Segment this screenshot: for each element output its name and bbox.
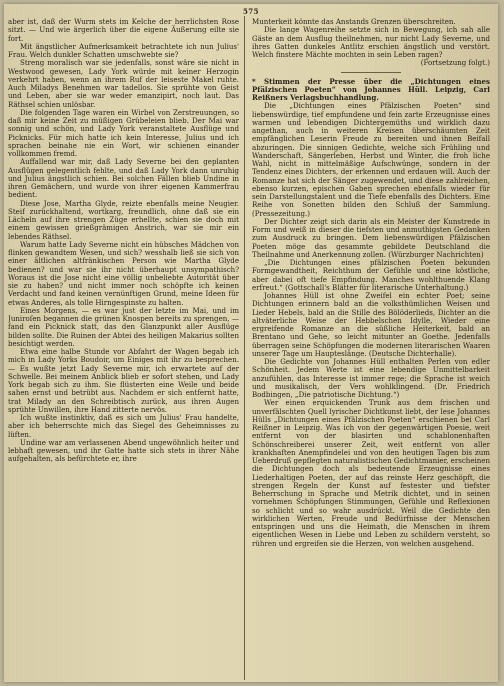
continuation-note: (Fortsetzung folgt.) (420, 58, 490, 68)
story-paragraph: Die folgenden Tage waren ein Wirbel von Zerstreuungen, so daß mir keine Zeit zu müßigen Grübeleien blieb. Der Mai war sonnig und schön, und Lady York veranstaltete Ausflüge und Picknicks. Für mich hatte ich kein Interesse, Julius und ich sprachen beinahe nie ein Wort, wir schienen einander vollkommen fremd. (8, 107, 239, 158)
review-heading (252, 78, 490, 103)
story-paragraph: Etwa eine halbe Stunde vor Abfahrt der Wagen begab ich mich in Lady Yorks Boudoir, um Einiges mit ihr zu besprechen. — Es wußte jetzt Lady Severne mir, ich erwartete auf der Schwelle. Bei meinem Anblick blieb er sofort stehen, und Lady York begab sich zu ihm. Sie flüsterten eine Weile und beide sahen ernst und betrübt aus. Nachdem er sich entfernt hatte, trat Milady an den Schreibtisch zurück, aus ihren Augen sprühte Unwillen, ihre Hand zitterte nervös. (8, 347, 239, 414)
review-paragraph: „Die Dichtungen eines pfälzischen Poeten bekunden Formgewandtheit, Reichthum der Gefühle und eine köstliche, aber dabei oft tiefe Empfindung. Manches wohlthuende Klang erfreut.“ (Gottschall's Blätter für literarische Unterhaltung.) (252, 258, 490, 292)
review-publisher: Leipzig, Carl Reißners Verlagsbuchhandlung. (252, 84, 490, 102)
story-paragraph: aber ist, daß der Wurm stets im Kelche der herrlichsten Rose sitzt. — Und wie ärgerlich über die eigene Äußerung eilte sie fort. (8, 18, 239, 43)
story-paragraph: Streng moralisch war sie jedenfalls, sonst wäre sie nicht in Westwood gewesen, Lady York würde mit keiner Herzogin verkehrt haben, wenn an ihrem Ruf der leiseste Makel ruhte. Auch Miladys Benehmen war tadellos. Sie sprühte von Geist und Leben, aber sie war weder emanzipirt, noch laut. Das Räthsel schien unlösbar. (8, 58, 239, 109)
review-paragraph: Die „Dichtungen eines Pfälzischen Poeten“ sind liebenswürdige, tief empfundene und fein zarte Erzeugnisse eines warmen und lebendigen Dichtergemüths und wirklich dazu angethan, auch in weiteren Kreisen überschäumten Zeit empfänglichen Leserin Freude zu bereiten und ihnen Beifall abzuringen. Die sinnigen Gedichte, welche sich Frühling und Wanderschaft, Sängerleben, Herbst und Winter, die froh liche Wahl, nicht in mittelmäßige Aufschwünge, sondern in der Tendenz eines Dichters, der erkennen und erdauen will. Auch der Romanze hat sich der Sänger zugewendet, und diese zahlreichen, ebenso kurzen, epischen Gaben sprechen ebenfalls wieder für sein Darstellungstalent und die Tiefe ebenfalls des Dichters. Eine Reihe von Sonetten bilden den Schluß der Sammlung. (Pressezeitung.) (252, 101, 490, 218)
story-paragraph: Mit ängstlicher Aufmerksamkeit betrachtete ich nun Julius' Frau. Welch dunkler Schatten umschwebte sie? (8, 41, 239, 59)
section-divider (341, 72, 401, 73)
page-number: 575 (242, 7, 260, 16)
story-paragraph: Diese Jose, Martha Glyde, reizte ebenfalls meine Neugier. Steif zurückhaltend, wortkarg, freundlich, ohne daß sie ein Lächeln auf ihre strengen Züge erhellte, schien sie doch mit einem gewissen grießgrämigen Anstrich, war sie mir ein lebendes Räthsel. (8, 198, 239, 241)
review-title: * Stimmen der Presse über die „Dichtungen eines Pfälzischen Poeten“ von Johannes Hüll. (252, 76, 490, 94)
story-paragraph: Eines Morgens, — es war just der letzte im Mai, und im Juniroſen begannen die grünen Knospen bereits zu sprengen, — fand ein Picknick statt, das den Glanzpunkt aller Ausflüge bilden sollte. Die Ruinen der Abtei des heiligen Makarius sollten besichtigt werden. (8, 305, 239, 348)
newspaper-page (4, 4, 498, 682)
review-paragraph: Die Gedichte von Johannes Hüll enthalten Perlen von edler Schönheit. Jedem Werte ist eine lebendige Unmittelbarkeit anzufühlen, das Interesse ist immer rege; die Sprache ist weich und musikalisch, der Vers wohlklingend. (Dr. Friedrich Bodbingen, „Die patriotische Dichtung.“) (252, 357, 490, 399)
left-column (8, 18, 239, 680)
column-divider (244, 16, 245, 680)
review-paragraph: Wer einen erquickenden Trunk aus dem frischen und unverfälschten Quell lyrischer Dichtkunst liebt, der lese Johannes Hülls „Dichtungen eines Pfälzischen Poeten“ erschienen bei Carl Reißner in Leipzig. Was ich von der gegenwärtigen Poesie, weit entfernt von der blasirten und schablonenhaften Schönschreiberei unserer Zeit, weit entfernt von aller krankhaften Anempfindelei und von den heutigen Tagen bis zum Ueberdruß gepflegten naturalistischen Gedichtmanier, erscheinen die Dichtungen doch als bedeutende Erzeugnisse eines Liederhaltigen Poeten, der auf das reinste Herz geschöpft, die strengen Regeln der Kunst auf festester und tiefster Beherrschung in Sprache und Metrik dichtet, und in seinen vornehmen Schöpfungen Stimmungen, Gefühle und Reflexionen so schlicht und so wahr ausdrückt. Weil die Gedichte den wirklichen Werten, Freude und Bedürfnisse der Menschen entspringen und uns die Heimath, die Menschen in ihrem eigentlichen Wesen in Liebe und Leben zu schildern versteht, so rühren und ergreifen sie die Herzen, von welchen ausgehend. (252, 398, 490, 548)
review-paragraph: Der Dichter zeigt sich darin als ein Meister der Kunstrede in Form und weiß in dieser die tiefsten und anmuthigsten Gedanken zum Ausdruck zu bringen. Dem liebenswürdigen Pfälzischen Poeten möge das gesammte gebildete Deutschland die Theilnahme und Anerkennung zollen. (Würzburger Nachrichten) (252, 216, 490, 259)
story-paragraph: Auffallend war mir, daß Lady Severne bei den geplanten Ausflügen gelegentlich fehlte, und daß Lady York dann unruhig und Julius ängstlich schien. Bei solchen Fällen blieb Undine in ihren Gemächern, und wurde von ihrer eigenen Kammerfrau bedient. (8, 157, 239, 200)
story-paragraph: Ich wußte instinktiv, daß es sich um Julius' Frau handelte, aber ich beherrschte mich das Siegel des Geheimnisses zu lüften. (8, 413, 239, 439)
story-paragraph: Warum hatte Lady Severne nicht ein hübsches Mädchen von flinken gewandtem Wesen, und sich? wesshalb ließ sie sich von einer ältlichen altfränkischen Person wie Martha Glyde bedienen? und war sie ihr nicht überhaupt unsympathisch? Woraus ist die Jose nicht eine völlig unbeliebte Autorität über sie zu haben? und nicht immer noch schöpfte ich keinen Verdacht und fand keinen vernünftigen Grund, meine Ideen für etwas Anderes, als tolle Hirngespinste zu halten. (8, 239, 239, 307)
right-column (252, 18, 490, 680)
story-paragraph: Die lange Wagenreihe setzte sich in Bewegung, ich sah alle Gäste an dem Ausflug theilnehmen, nur nicht Lady Severne, und ihres Gatten dunkeles Antlitz erschien ängstlich und verstört. Welch finstere Mächte mochten in sein Leben ragen? (252, 25, 490, 59)
review-paragraph: Johannes Hüll ist ohne Zweifel ein echter Poet; seine Dichtungen erinnern bald an die volksthümlichen Weisen und Lieder Hebels, bald an die Stille des Bölöderlieds, Dichter an die altväterliche Weise der Hebbelschen Idylle, Wieder eine ergreifende Romanze an die süßliche Heiterkeit, bald an Brentano und Gehe, so leicht mitunter an Goethe. Jedenfalls überragen seine Schöpfungen die modernen literarischen Waaren unserer Tage um Haupteslänge. (Deutsche Dichterhalle). (252, 291, 490, 358)
story-paragraph: Undine war am verlassenen Abend ungewöhnlich heiter und lebhaft gewesen, und ihr Gatte hatte sich stets in ihrer Nähe aufgehalten, als befürchtete er, ihre (8, 437, 239, 464)
story-paragraph: Munterkeit könnte das Anstands Grenzen überschreiten. (252, 18, 456, 26)
